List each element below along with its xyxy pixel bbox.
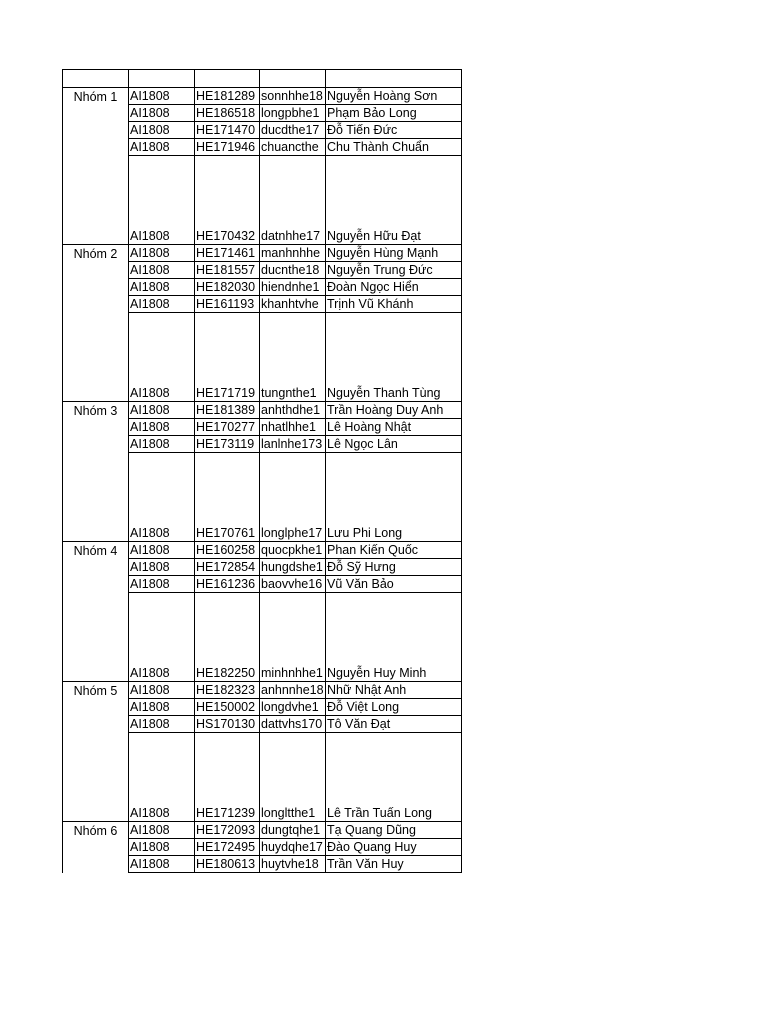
class-code-cell[interactable]: AI1808	[129, 262, 195, 279]
student-name-cell[interactable]: Phan Kiến Quốc	[326, 542, 462, 559]
student-name-cell[interactable]: Tạ Quang Dũng	[326, 822, 462, 839]
student-id-cell[interactable]: HE181389	[195, 402, 260, 419]
student-id-cell[interactable]: HE171461	[195, 245, 260, 262]
header-row	[63, 70, 462, 88]
student-id-cell[interactable]: HE172093	[195, 822, 260, 839]
group-label-cell[interactable]: Nhóm 2	[63, 245, 129, 402]
class-code-cell[interactable]: AI1808	[129, 313, 195, 402]
class-code-cell[interactable]: AI1808	[129, 699, 195, 716]
username-cell[interactable]: longpbhe1	[260, 105, 326, 122]
username-cell[interactable]: hungdshe1	[260, 559, 326, 576]
sheet-body	[63, 70, 462, 873]
table-row	[63, 402, 462, 419]
student-name-cell[interactable]: Nguyễn Hữu Đạt	[326, 156, 462, 245]
student-name-cell[interactable]: Đoàn Ngọc Hiển	[326, 279, 462, 296]
username-cell[interactable]: hiendnhe1	[260, 279, 326, 296]
student-id-cell[interactable]: HE171470	[195, 122, 260, 139]
header-cell[interactable]	[63, 70, 129, 88]
header-cell[interactable]	[260, 70, 326, 88]
header-cell[interactable]	[326, 70, 462, 88]
student-name-cell[interactable]: Lê Trần Tuấn Long	[326, 733, 462, 822]
username-cell[interactable]: longdvhe1	[260, 699, 326, 716]
student-id-cell[interactable]: HE180613	[195, 856, 260, 873]
username-cell[interactable]: chuancthe	[260, 139, 326, 156]
username-cell[interactable]: manhnhhe	[260, 245, 326, 262]
header-cell[interactable]	[129, 70, 195, 88]
class-code-cell[interactable]: AI1808	[129, 402, 195, 419]
username-cell[interactable]: longltthe1	[260, 733, 326, 822]
username-cell[interactable]: quocpkhe1	[260, 542, 326, 559]
student-name-cell[interactable]: Nguyễn Huy Minh	[326, 593, 462, 682]
student-id-cell[interactable]: HE182030	[195, 279, 260, 296]
student-name-cell[interactable]: Đỗ Sỹ Hưng	[326, 559, 462, 576]
student-id-cell[interactable]: HE171946	[195, 139, 260, 156]
class-code-cell[interactable]: AI1808	[129, 559, 195, 576]
username-cell[interactable]: nhatlhhe1	[260, 419, 326, 436]
class-code-cell[interactable]: AI1808	[129, 419, 195, 436]
student-id-cell[interactable]: HE186518	[195, 105, 260, 122]
class-code-cell[interactable]: AI1808	[129, 682, 195, 699]
student-id-cell[interactable]: HE181557	[195, 262, 260, 279]
student-id-cell[interactable]: HE150002	[195, 699, 260, 716]
group-label-cell[interactable]: Nhóm 1	[63, 88, 129, 245]
student-name-cell[interactable]: Trần Hoàng Duy Anh	[326, 402, 462, 419]
student-name-cell[interactable]: Lê Ngọc Lân	[326, 436, 462, 453]
class-code-cell[interactable]: AI1808	[129, 122, 195, 139]
student-id-cell[interactable]: HE161193	[195, 296, 260, 313]
username-cell[interactable]: khanhtvhe	[260, 296, 326, 313]
class-code-cell[interactable]: AI1808	[129, 245, 195, 262]
table-row	[63, 822, 462, 839]
username-cell[interactable]: anhnnhe18	[261, 683, 324, 697]
username-cell[interactable]: huytvhe18	[260, 856, 326, 873]
class-code-cell[interactable]: AI1808	[129, 436, 195, 453]
student-name-cell[interactable]: Tô Văn Đạt	[326, 716, 462, 733]
student-id-cell[interactable]: HE171239	[195, 733, 260, 822]
username-cell[interactable]: ducnthe18	[260, 262, 326, 279]
student-id-cell[interactable]: HE161236	[195, 576, 260, 593]
class-code-cell[interactable]: AI1808	[129, 139, 195, 156]
student-name-cell[interactable]: Nguyễn Trung Đức	[326, 262, 462, 279]
class-code-cell[interactable]: AI1808	[129, 839, 195, 856]
student-name-cell[interactable]: Vũ Văn Bảo	[326, 576, 462, 593]
student-id-cell[interactable]: HE160258	[195, 542, 260, 559]
header-cell[interactable]	[195, 70, 260, 88]
student-name-cell[interactable]: Nguyễn Thanh Tùng	[326, 313, 462, 402]
group-label-cell[interactable]: Nhóm 3	[63, 402, 129, 542]
username-cell[interactable]: baovvhe16	[260, 576, 326, 593]
table-row	[63, 245, 462, 262]
student-id-cell[interactable]: HE172854	[195, 559, 260, 576]
student-id-cell[interactable]: HE170277	[195, 419, 260, 436]
student-id-cell[interactable]: HE170432	[195, 156, 260, 245]
student-name-cell[interactable]: Trần Văn Huy	[326, 856, 462, 873]
class-code-cell[interactable]: AI1808	[129, 105, 195, 122]
student-id-cell[interactable]: HE181289	[195, 88, 260, 105]
class-code-cell[interactable]: AI1808	[129, 716, 195, 733]
student-name-cell[interactable]: Trịnh Vũ Khánh	[326, 296, 462, 313]
student-name-cell[interactable]: Nhữ Nhật Anh	[326, 682, 462, 699]
student-name-cell[interactable]: Lê Hoàng Nhật	[326, 419, 462, 436]
group-label-cell[interactable]: Nhóm 5	[63, 682, 129, 822]
student-name-cell[interactable]: Nguyễn Hùng Mạnh	[326, 245, 462, 262]
student-name-cell[interactable]: Phạm Bảo Long	[326, 105, 462, 122]
class-code-cell[interactable]: AI1808	[129, 88, 195, 105]
username-cell[interactable]: longlphe17	[260, 453, 326, 542]
username-cell[interactable]: lanlnhe173	[260, 436, 326, 453]
student-id-cell[interactable]: HS170130	[195, 716, 260, 733]
class-code-cell[interactable]: AI1808	[129, 542, 195, 559]
student-id-cell[interactable]: HE172495	[195, 839, 260, 856]
class-code-cell[interactable]: AI1808	[129, 822, 195, 839]
class-code-cell[interactable]: AI1808	[129, 279, 195, 296]
class-code-cell[interactable]: AI1808	[129, 576, 195, 593]
username-cell[interactable]: sonnhhe18	[260, 88, 326, 105]
class-code-cell[interactable]: AI1808	[129, 453, 195, 542]
username-cell[interactable]: datnhhe17	[260, 156, 326, 245]
student-id-cell[interactable]: HE182250	[195, 593, 260, 682]
class-code-cell[interactable]: AI1808	[129, 156, 195, 245]
username-cell[interactable]: dattvhs170	[260, 716, 326, 733]
username-cell[interactable]: huydqhe17	[260, 839, 326, 856]
student-name-cell[interactable]: Đào Quang Huy	[326, 839, 462, 856]
student-id-cell[interactable]: HE170761	[195, 453, 260, 542]
username-cell[interactable]: minhnhhe1	[260, 593, 326, 682]
class-code-cell[interactable]: AI1808	[129, 593, 195, 682]
username-cell[interactable]: ducdthe17	[260, 122, 326, 139]
username-cell[interactable]: tungnthe1	[260, 313, 326, 402]
class-code-cell[interactable]: AI1808	[129, 296, 195, 313]
username-cell[interactable]: dungtqhe1	[260, 822, 326, 839]
student-name-cell[interactable]: Chu Thành Chuẩn	[326, 139, 462, 156]
student-name-cell[interactable]: Đỗ Tiến Đức	[326, 122, 462, 139]
group-roster-sheet	[62, 69, 462, 873]
class-code-cell[interactable]: AI1808	[129, 733, 195, 822]
student-name-cell[interactable]: Đỗ Việt Long	[326, 699, 462, 716]
student-id-cell[interactable]: HE173119	[195, 436, 260, 453]
student-id-cell[interactable]: HE182323	[195, 682, 260, 699]
student-name-cell[interactable]: Lưu Phi Long	[326, 453, 462, 542]
table-row	[63, 682, 462, 699]
group-label-cell[interactable]: Nhóm 6	[63, 822, 129, 873]
table-row	[63, 88, 462, 105]
group-label-cell[interactable]: Nhóm 4	[63, 542, 129, 682]
class-code-cell[interactable]: AI1808	[129, 856, 195, 873]
username-cell[interactable]: anhthdhe1	[260, 402, 326, 419]
student-id-cell[interactable]: HE171719	[195, 313, 260, 402]
student-name-cell[interactable]: Nguyễn Hoàng Sơn	[326, 88, 462, 105]
table-row	[63, 542, 462, 559]
